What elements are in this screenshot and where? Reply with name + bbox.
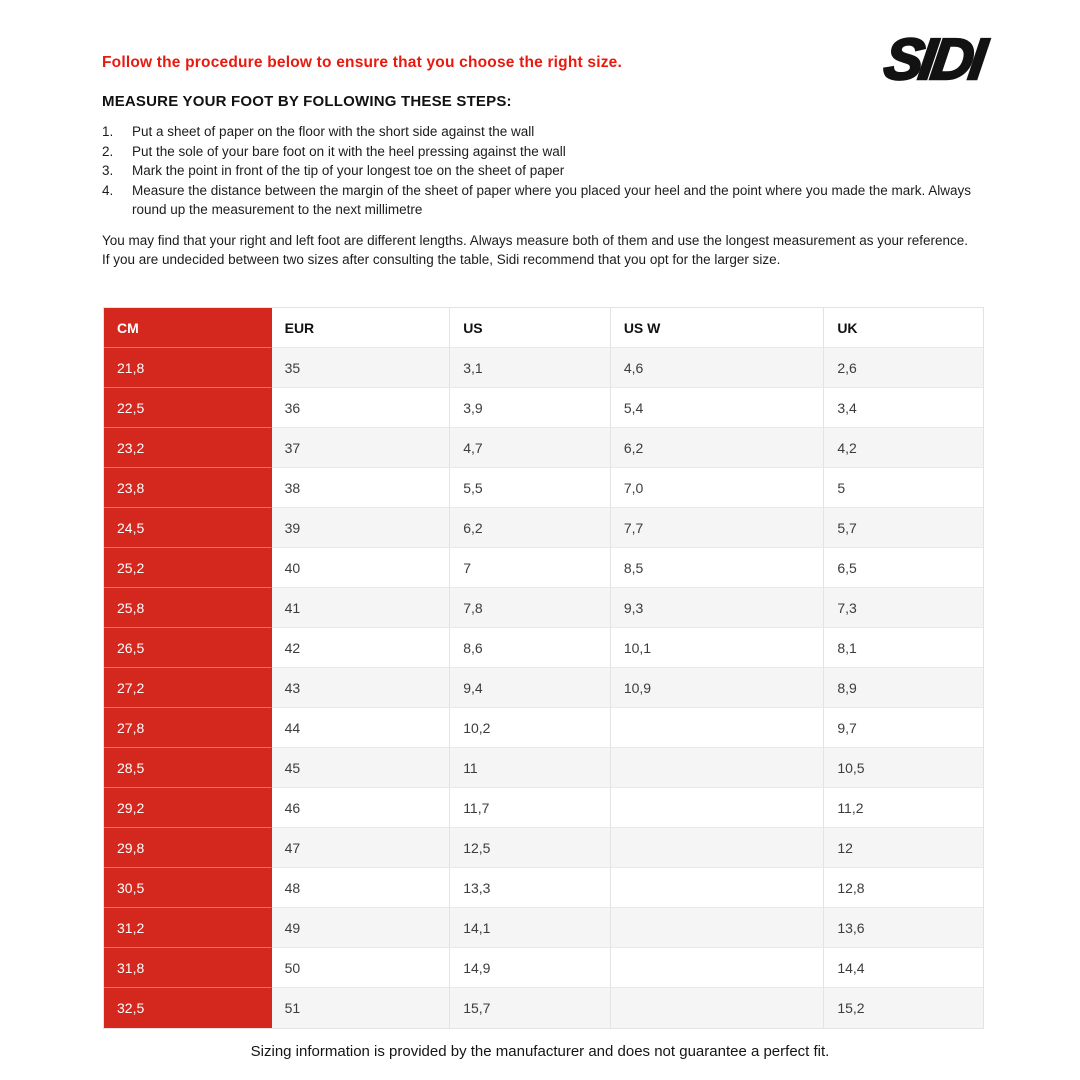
sidi-logo-text: SIDI: [880, 26, 987, 92]
size-cell: 15,2: [824, 988, 983, 1028]
size-cell: 36: [272, 388, 451, 428]
size-cell: 11,7: [450, 788, 611, 828]
size-cell: 8,9: [824, 668, 983, 708]
table-row: [104, 508, 983, 548]
size-cell: 7: [450, 548, 611, 588]
size-cell: 46: [272, 788, 451, 828]
table-row: [104, 668, 983, 708]
step-number: 3.: [102, 163, 114, 178]
step-item: [102, 142, 986, 162]
table-row: [104, 708, 983, 748]
size-cell: 35: [272, 348, 451, 388]
cm-cell: 29,2: [104, 788, 272, 828]
cm-cell: 26,5: [104, 628, 272, 668]
size-cell: 7,7: [611, 508, 825, 548]
size-cell: 2,6: [824, 348, 983, 388]
note-paragraph: If you are undecided between two sizes after consulting the table, Sidi recommend that you opt for the larger size.: [102, 252, 781, 267]
size-cell: 14,1: [450, 908, 611, 948]
size-cell: [611, 828, 825, 868]
size-cell: 8,6: [450, 628, 611, 668]
note-paragraph: You may find that your right and left foot are different lengths. Always measure both of them and use the longest measurement as your reference.: [102, 233, 969, 248]
size-cell: [611, 988, 825, 1028]
size-cell: 38: [272, 468, 451, 508]
table-row: [104, 468, 983, 508]
notes: [102, 231, 994, 269]
cm-cell: 27,8: [104, 708, 272, 748]
cm-cell: 23,2: [104, 428, 272, 468]
cm-cell: 28,5: [104, 748, 272, 788]
table-row: [104, 348, 983, 388]
sidi-logo: [822, 28, 1046, 90]
cm-cell: 31,8: [104, 948, 272, 988]
table-row: [104, 868, 983, 908]
size-cell: 12,5: [450, 828, 611, 868]
cm-cell: 21,8: [104, 348, 272, 388]
table-row: [104, 828, 983, 868]
size-cell: 4,2: [824, 428, 983, 468]
table-row: [104, 908, 983, 948]
size-cell: 3,9: [450, 388, 611, 428]
size-cell: 5: [824, 468, 983, 508]
size-cell: 42: [272, 628, 451, 668]
cm-cell: 32,5: [104, 988, 272, 1028]
column-header-cm: CM: [104, 308, 272, 348]
size-cell: 6,5: [824, 548, 983, 588]
size-cell: 47: [272, 828, 451, 868]
size-cell: 13,3: [450, 868, 611, 908]
size-cell: 4,7: [450, 428, 611, 468]
size-cell: [611, 868, 825, 908]
size-cell: 11: [450, 748, 611, 788]
cm-cell: 24,5: [104, 508, 272, 548]
step-text: Mark the point in front of the tip of your longest toe on the sheet of paper: [132, 163, 565, 178]
table-row: [104, 428, 983, 468]
size-cell: 8,1: [824, 628, 983, 668]
size-cell: 40: [272, 548, 451, 588]
size-cell: 5,7: [824, 508, 983, 548]
size-cell: 5,4: [611, 388, 825, 428]
size-cell: 7,8: [450, 588, 611, 628]
size-cell: 10,2: [450, 708, 611, 748]
size-cell: 11,2: [824, 788, 983, 828]
table-body: [104, 348, 983, 1028]
size-cell: 4,6: [611, 348, 825, 388]
step-item: [102, 122, 986, 142]
headline: Follow the procedure below to ensure that you choose the right size.: [102, 54, 622, 71]
size-cell: 48: [272, 868, 451, 908]
footer-disclaimer: Sizing information is provided by the manufacturer and does not guarantee a perfect fit.: [250, 1043, 830, 1060]
table-row: [104, 388, 983, 428]
column-header-eur: EUR: [272, 308, 451, 348]
step-number: 1.: [102, 124, 114, 139]
size-cell: 3,4: [824, 388, 983, 428]
table-row: [104, 588, 983, 628]
size-cell: 41: [272, 588, 451, 628]
column-header-us-w: US W: [611, 308, 825, 348]
step-item: [102, 181, 986, 220]
size-cell: 14,9: [450, 948, 611, 988]
size-cell: 10,9: [611, 668, 825, 708]
step-text: Measure the distance between the margin of the sheet of paper where you placed your heel and the point where you made the mark. Always round up the measurement to the next millimetre: [132, 182, 972, 217]
cm-cell: 25,2: [104, 548, 272, 588]
column-header-us: US: [450, 308, 611, 348]
cm-cell: 22,5: [104, 388, 272, 428]
size-cell: [611, 788, 825, 828]
size-cell: 51: [272, 988, 451, 1028]
step-item: [102, 161, 986, 181]
size-cell: 10,1: [611, 628, 825, 668]
size-cell: 50: [272, 948, 451, 988]
size-cell: 5,5: [450, 468, 611, 508]
column-header-uk: UK: [824, 308, 983, 348]
cm-cell: 25,8: [104, 588, 272, 628]
header-row: [104, 308, 983, 348]
table-row: [104, 748, 983, 788]
size-cell: 12,8: [824, 868, 983, 908]
size-cell: [611, 748, 825, 788]
step-number: 2.: [102, 143, 114, 159]
steps-title: MEASURE YOUR FOOT BY FOLLOWING THESE STEPS:: [102, 93, 512, 110]
size-cell: 7,0: [611, 468, 825, 508]
cm-cell: 31,2: [104, 908, 272, 948]
cm-cell: 30,5: [104, 868, 272, 908]
cm-cell: 29,8: [104, 828, 272, 868]
size-cell: 12: [824, 828, 983, 868]
size-cell: 9,4: [450, 668, 611, 708]
steps-list: [102, 122, 986, 220]
size-conversion-table: [103, 307, 984, 1029]
size-cell: 45: [272, 748, 451, 788]
cm-cell: 27,2: [104, 668, 272, 708]
table-row: [104, 788, 983, 828]
size-cell: 13,6: [824, 908, 983, 948]
size-cell: 39: [272, 508, 451, 548]
size-cell: 3,1: [450, 348, 611, 388]
table-row: [104, 628, 983, 668]
step-text: Put a sheet of paper on the floor with the short side against the wall: [132, 124, 535, 139]
size-cell: [611, 908, 825, 948]
size-cell: [611, 708, 825, 748]
table-row: [104, 548, 983, 588]
size-cell: 6,2: [450, 508, 611, 548]
size-cell: 37: [272, 428, 451, 468]
size-cell: 43: [272, 668, 451, 708]
size-cell: 8,5: [611, 548, 825, 588]
size-cell: 6,2: [611, 428, 825, 468]
table-row: [104, 988, 983, 1028]
size-cell: 49: [272, 908, 451, 948]
size-cell: 15,7: [450, 988, 611, 1028]
step-number: 4.: [102, 182, 114, 198]
step-text: Put the sole of your bare foot on it with the heel pressing against the wall: [132, 143, 566, 159]
cm-cell: 23,8: [104, 468, 272, 508]
table-header: [104, 308, 983, 348]
size-cell: 14,4: [824, 948, 983, 988]
size-cell: [611, 948, 825, 988]
size-cell: 44: [272, 708, 451, 748]
size-cell: 9,7: [824, 708, 983, 748]
table-row: [104, 948, 983, 988]
size-cell: 7,3: [824, 588, 983, 628]
size-cell: 9,3: [611, 588, 825, 628]
size-cell: 10,5: [824, 748, 983, 788]
